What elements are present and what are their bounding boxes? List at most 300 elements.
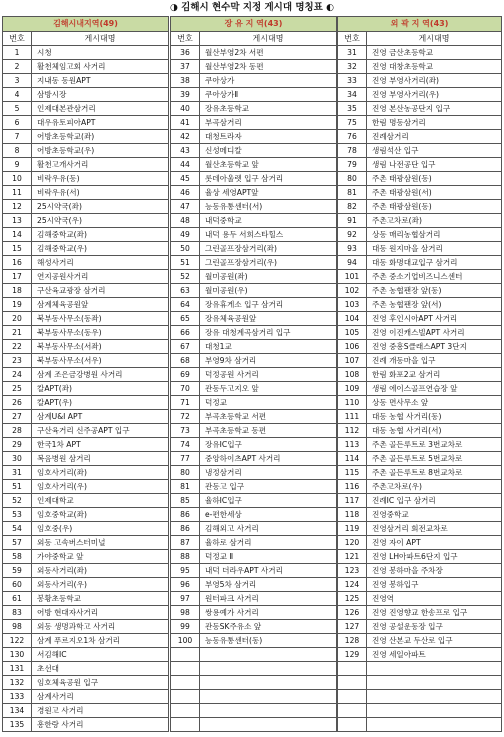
row-number: 13	[3, 214, 32, 228]
row-location-name: 부영9차 삼거리	[200, 354, 337, 368]
row-number: 57	[3, 536, 32, 550]
table-row	[171, 200, 337, 214]
table-row	[3, 242, 169, 256]
row-number: 77	[171, 452, 200, 466]
row-number: 103	[338, 298, 367, 312]
table-row	[3, 634, 169, 648]
row-number: 31	[3, 466, 32, 480]
table-row	[338, 116, 502, 130]
region-header: 김해시내지역(49)	[3, 17, 169, 32]
row-location-name: 장유 대청계곡삼거리 입구	[200, 326, 337, 340]
row-number	[171, 690, 200, 704]
table-row	[3, 718, 169, 732]
row-number: 87	[171, 536, 200, 550]
row-location-name: 진영 부영사거리(우)	[367, 88, 502, 102]
row-location-name: 삼계사거리	[32, 690, 169, 704]
row-location-name: 연지공원사거리	[32, 270, 169, 284]
row-number: 113	[338, 438, 367, 452]
table-row	[338, 284, 502, 298]
row-number: 104	[338, 312, 367, 326]
table-row	[171, 480, 337, 494]
row-location-name: 북부동사무소(서좌)	[32, 340, 169, 354]
row-number: 119	[338, 522, 367, 536]
row-number: 8	[3, 144, 32, 158]
table-row	[338, 466, 502, 480]
table-row	[171, 578, 337, 592]
table-row	[171, 382, 337, 396]
row-location-name: 쿠아상가Ⅱ	[200, 88, 337, 102]
row-number: 118	[338, 508, 367, 522]
row-location-name: 외동사거리(좌)	[32, 564, 169, 578]
col-header-name: 게시대명	[200, 32, 337, 46]
region-table-outer	[337, 16, 502, 732]
row-location-name: 덕정공원 사거리	[200, 368, 337, 382]
table-row	[338, 298, 502, 312]
table-row	[3, 200, 169, 214]
row-number	[338, 704, 367, 718]
row-location-name: 그린골프장삼거리(좌)	[200, 242, 337, 256]
row-location-name: 쌍용예가 사거리	[200, 606, 337, 620]
table-row	[3, 396, 169, 410]
row-location-name: 구산육거리 신주공APT 입구	[32, 424, 169, 438]
row-number: 49	[171, 228, 200, 242]
row-number: 78	[338, 144, 367, 158]
row-location-name: 진영 본산농공단지 입구	[367, 102, 502, 116]
title-text: 김해시 현수막 지정 게시대 명칭표	[181, 2, 323, 13]
table-row	[3, 606, 169, 620]
row-number: 32	[338, 60, 367, 74]
row-number: 36	[171, 46, 200, 60]
row-location-name: 지내동 동원APT	[32, 74, 169, 88]
row-location-name: 내덕중학교	[200, 214, 337, 228]
row-number: 52	[171, 270, 200, 284]
row-location-name: 부영5차 삼거리	[200, 578, 337, 592]
row-location-name: 월미공원(우)	[200, 284, 337, 298]
table-row	[3, 536, 169, 550]
table-row	[338, 382, 502, 396]
row-location-name: 구산육교광장 삼거리	[32, 284, 169, 298]
row-location-name: 삼계U&I APT	[32, 410, 169, 424]
table-row	[3, 438, 169, 452]
table-row	[338, 704, 502, 718]
row-location-name: 주촌 태광삼원(동)	[367, 200, 502, 214]
table-row	[3, 298, 169, 312]
row-number	[171, 676, 200, 690]
row-number: 29	[3, 438, 32, 452]
row-number: 114	[338, 452, 367, 466]
page-title	[0, 0, 504, 16]
row-location-name: 진영 부영사거리(좌)	[367, 74, 502, 88]
row-number: 63	[171, 284, 200, 298]
table-row	[338, 494, 502, 508]
table-row	[3, 508, 169, 522]
row-location-name: 김해중학교(우)	[32, 242, 169, 256]
row-number: 71	[171, 396, 200, 410]
row-number: 132	[3, 676, 32, 690]
table-row	[338, 144, 502, 158]
table-row	[171, 424, 337, 438]
row-location-name: 월미공원(좌)	[200, 270, 337, 284]
row-number: 126	[338, 606, 367, 620]
table-row	[171, 494, 337, 508]
row-number: 135	[3, 718, 32, 732]
row-number: 58	[3, 550, 32, 564]
table-row	[171, 186, 337, 200]
row-location-name: 주촌고차로(우)	[367, 480, 502, 494]
row-number: 131	[3, 662, 32, 676]
row-location-name: 장유IC입구	[200, 438, 337, 452]
table-row	[171, 522, 337, 536]
table-row	[171, 214, 337, 228]
row-location-name: 대청1교	[200, 340, 337, 354]
row-location-name: 어방 현대자사거리	[32, 606, 169, 620]
table-row	[171, 340, 337, 354]
row-location-name: 월산부영2차 서편	[200, 46, 337, 60]
row-number: 9	[3, 158, 32, 172]
half-circle-right-icon: ◐	[326, 3, 335, 13]
row-number	[171, 718, 200, 732]
row-number: 34	[338, 88, 367, 102]
row-location-name: 율하로 삼거리	[200, 536, 337, 550]
table-row	[3, 522, 169, 536]
row-location-name: 쿠아상가	[200, 74, 337, 88]
row-location-name: 상동 매리농협삼거리	[367, 228, 502, 242]
table-row	[338, 410, 502, 424]
table-row	[171, 634, 337, 648]
row-location-name: 임호중(우)	[32, 522, 169, 536]
row-location-name: 주촌 골든루트로 8번교차로	[367, 466, 502, 480]
row-number: 38	[171, 74, 200, 88]
row-location-name: 진영 이진캐스빌APT 사거리	[367, 326, 502, 340]
table-row	[3, 88, 169, 102]
table-row	[3, 466, 169, 480]
table-row	[171, 284, 337, 298]
row-number: 54	[3, 522, 32, 536]
row-location-name	[200, 662, 337, 676]
row-location-name: 진례IC 입구 삼거리	[367, 494, 502, 508]
row-number: 30	[3, 452, 32, 466]
row-location-name: 인제대본관삼거리	[32, 102, 169, 116]
row-location-name: 진영 봉하마을 주차장	[367, 564, 502, 578]
table-row	[171, 270, 337, 284]
row-location-name	[200, 690, 337, 704]
row-location-name: 월산초등학교 앞	[200, 158, 337, 172]
row-number: 83	[3, 606, 32, 620]
row-location-name: 주촌 골든루트로 5번교차로	[367, 452, 502, 466]
row-location-name: 봉황초등학교	[32, 592, 169, 606]
row-location-name: 진영 금산초등학교	[367, 46, 502, 60]
row-number: 75	[338, 116, 367, 130]
row-number: 97	[171, 592, 200, 606]
row-location-name: 장유초등학교	[200, 102, 337, 116]
row-location-name: 삼계 조은금강병원 사거리	[32, 368, 169, 382]
table-row	[3, 228, 169, 242]
row-number: 100	[171, 634, 200, 648]
row-location-name: 대우유토피아APT	[32, 116, 169, 130]
table-row	[338, 550, 502, 564]
row-location-name: 관동두고지오 앞	[200, 382, 337, 396]
table-row	[338, 256, 502, 270]
table-row	[338, 480, 502, 494]
row-location-name: 진영 세일아파트	[367, 648, 502, 662]
row-location-name: 삼방시장	[32, 88, 169, 102]
row-number: 80	[171, 466, 200, 480]
row-number: 85	[171, 494, 200, 508]
row-location-name: 가야중학교 앞	[32, 550, 169, 564]
row-location-name	[367, 690, 502, 704]
row-number: 44	[171, 158, 200, 172]
table-row	[338, 620, 502, 634]
table-row	[338, 564, 502, 578]
row-location-name: 삼계체육공원앞	[32, 298, 169, 312]
half-circle-left-icon: ◑	[169, 3, 178, 13]
row-number: 82	[338, 200, 367, 214]
row-number: 7	[3, 130, 32, 144]
region-table-gimhae-city	[2, 16, 169, 732]
row-location-name: 주촌 농협팬장 앞(서)	[367, 298, 502, 312]
row-location-name: 율상 세영APT앞	[200, 186, 337, 200]
row-number: 86	[171, 522, 200, 536]
table-row	[338, 578, 502, 592]
table-row	[338, 508, 502, 522]
row-number: 3	[3, 74, 32, 88]
row-number: 39	[171, 88, 200, 102]
row-number: 35	[338, 102, 367, 116]
row-number: 81	[171, 480, 200, 494]
table-row	[171, 508, 337, 522]
row-number: 10	[3, 172, 32, 186]
table-row	[171, 564, 337, 578]
row-number: 6	[3, 116, 32, 130]
row-number: 80	[338, 172, 367, 186]
row-number	[171, 662, 200, 676]
row-number: 66	[171, 326, 200, 340]
row-number: 64	[171, 298, 200, 312]
row-location-name: 경원고 사거리	[32, 704, 169, 718]
row-location-name: 생림 에이스골프연습장 앞	[367, 382, 502, 396]
row-number: 43	[171, 144, 200, 158]
table-row	[3, 648, 169, 662]
col-header-no: 번호	[3, 32, 32, 46]
row-number: 127	[338, 620, 367, 634]
row-number: 111	[338, 410, 367, 424]
row-number: 48	[171, 214, 200, 228]
row-number: 93	[338, 242, 367, 256]
row-location-name: 원터파크 사거리	[200, 592, 337, 606]
row-location-name: 삼계 푸르지오1차 삼거리	[32, 634, 169, 648]
row-number: 53	[3, 508, 32, 522]
table-row	[171, 704, 337, 718]
row-location-name: 주촌 골든루트로 3번교차로	[367, 438, 502, 452]
table-row	[171, 606, 337, 620]
row-number: 81	[338, 186, 367, 200]
row-location-name: 인제대학교	[32, 494, 169, 508]
row-number: 98	[171, 606, 200, 620]
row-location-name: 흥한랑 사거리	[32, 718, 169, 732]
row-number: 112	[338, 424, 367, 438]
table-row	[3, 256, 169, 270]
table-row	[338, 438, 502, 452]
row-location-name: 외동 고속버스터미널	[32, 536, 169, 550]
row-number	[171, 648, 200, 662]
row-number: 15	[3, 242, 32, 256]
row-number: 50	[171, 242, 200, 256]
table-row	[171, 312, 337, 326]
row-location-name: 한국1차 APT	[32, 438, 169, 452]
table-row	[171, 326, 337, 340]
table-row	[338, 74, 502, 88]
row-location-name: 생림석산 입구	[367, 144, 502, 158]
row-location-name: 시청	[32, 46, 169, 60]
row-location-name: 관동SK주유소 앞	[200, 620, 337, 634]
row-location-name: 복음병원 삼거리	[32, 452, 169, 466]
row-location-name: 한림 명동삼거리	[367, 116, 502, 130]
row-location-name: e-편한세상	[200, 508, 337, 522]
row-location-name: 해성사거리	[32, 256, 169, 270]
row-number: 125	[338, 592, 367, 606]
table-row	[338, 130, 502, 144]
row-number: 42	[171, 130, 200, 144]
row-number: 74	[171, 438, 200, 452]
row-number: 70	[171, 382, 200, 396]
row-location-name: 진영 자이 APT	[367, 536, 502, 550]
row-location-name: 내덕 용두 서희스타힐스	[200, 228, 337, 242]
row-location-name: 김해외고 사거리	[200, 522, 337, 536]
row-number: 106	[338, 340, 367, 354]
table-row	[3, 480, 169, 494]
row-number: 107	[338, 354, 367, 368]
table-row	[338, 676, 502, 690]
table-row	[338, 690, 502, 704]
row-number: 69	[171, 368, 200, 382]
row-number: 128	[338, 634, 367, 648]
row-number: 4	[3, 88, 32, 102]
row-location-name: 롯데아울렛 입구 삼거리	[200, 172, 337, 186]
table-row	[171, 368, 337, 382]
table-row	[338, 270, 502, 284]
table-row	[3, 592, 169, 606]
table-row	[3, 130, 169, 144]
table-row	[3, 424, 169, 438]
row-location-name: 부곡초등학교 동편	[200, 424, 337, 438]
table-row	[338, 228, 502, 242]
table-row	[338, 718, 502, 732]
row-number: 23	[3, 354, 32, 368]
row-number	[338, 676, 367, 690]
row-location-name: 진영 중흥S클래스APT 3단지	[367, 340, 502, 354]
row-location-name: 장유체육공원앞	[200, 312, 337, 326]
row-number: 28	[3, 424, 32, 438]
table-row	[3, 690, 169, 704]
table-row	[3, 172, 169, 186]
table-row	[171, 466, 337, 480]
row-number: 72	[171, 410, 200, 424]
table-row	[171, 648, 337, 662]
row-number: 73	[171, 424, 200, 438]
table-row	[3, 354, 169, 368]
row-number: 133	[3, 690, 32, 704]
table-row	[338, 536, 502, 550]
row-location-name: 진영중학교	[367, 508, 502, 522]
row-location-name: 능동유통센터(서)	[200, 200, 337, 214]
row-number: 37	[171, 60, 200, 74]
table-row	[338, 158, 502, 172]
row-number: 115	[338, 466, 367, 480]
row-location-name	[367, 704, 502, 718]
row-number: 52	[3, 494, 32, 508]
table-row	[171, 718, 337, 732]
col-header-name: 게시대명	[32, 32, 169, 46]
row-number: 110	[338, 396, 367, 410]
region-header: 외 곽 지 역(43)	[338, 17, 502, 32]
table-row	[338, 186, 502, 200]
row-number: 11	[3, 186, 32, 200]
row-location-name: 주촌 태광삼원(동)	[367, 172, 502, 186]
table-row	[338, 46, 502, 60]
row-number: 25	[3, 382, 32, 396]
row-number: 41	[171, 116, 200, 130]
table-row	[338, 662, 502, 676]
row-location-name: 외동 생명과학고 사거리	[32, 620, 169, 634]
col-header-no: 번호	[338, 32, 367, 46]
row-number: 121	[338, 550, 367, 564]
row-location-name: 관동고 입구	[200, 480, 337, 494]
table-row	[171, 88, 337, 102]
table-row	[171, 172, 337, 186]
row-number: 51	[171, 256, 200, 270]
table-row	[3, 270, 169, 284]
table-row	[338, 214, 502, 228]
row-number: 2	[3, 60, 32, 74]
row-location-name: 진영삼거리 회전교차로	[367, 522, 502, 536]
row-location-name: 중앙하이츠APT 사거리	[200, 452, 337, 466]
table-row	[338, 200, 502, 214]
table-row	[171, 158, 337, 172]
row-number: 60	[3, 578, 32, 592]
row-location-name	[200, 718, 337, 732]
table-row	[338, 354, 502, 368]
table-row	[171, 102, 337, 116]
row-number: 17	[3, 270, 32, 284]
row-number: 117	[338, 494, 367, 508]
row-number: 116	[338, 480, 367, 494]
table-row	[338, 326, 502, 340]
row-location-name: 주촌고차로(좌)	[367, 214, 502, 228]
row-location-name: 진영 후인시아APT 사거리	[367, 312, 502, 326]
table-row	[3, 704, 169, 718]
row-location-name: 북부동사무소(동좌)	[32, 312, 169, 326]
row-location-name: 활천체임고회 사거리	[32, 60, 169, 74]
row-number: 67	[171, 340, 200, 354]
col-header-no: 번호	[171, 32, 200, 46]
row-number: 22	[3, 340, 32, 354]
row-location-name: 진영 LH아파트6단지 입구	[367, 550, 502, 564]
row-location-name: 대동 농협 사거리(서)	[367, 424, 502, 438]
row-location-name: 진례 개동마을 입구	[367, 354, 502, 368]
table-row	[171, 298, 337, 312]
row-number: 79	[338, 158, 367, 172]
row-location-name: 진례삼거리	[367, 130, 502, 144]
row-location-name: 대동 농협 사거리(동)	[367, 410, 502, 424]
row-number: 45	[171, 172, 200, 186]
table-row	[3, 564, 169, 578]
table-row	[171, 60, 337, 74]
row-number: 51	[3, 480, 32, 494]
row-number: 46	[171, 186, 200, 200]
row-number	[338, 718, 367, 732]
table-row	[3, 676, 169, 690]
table-row	[171, 144, 337, 158]
